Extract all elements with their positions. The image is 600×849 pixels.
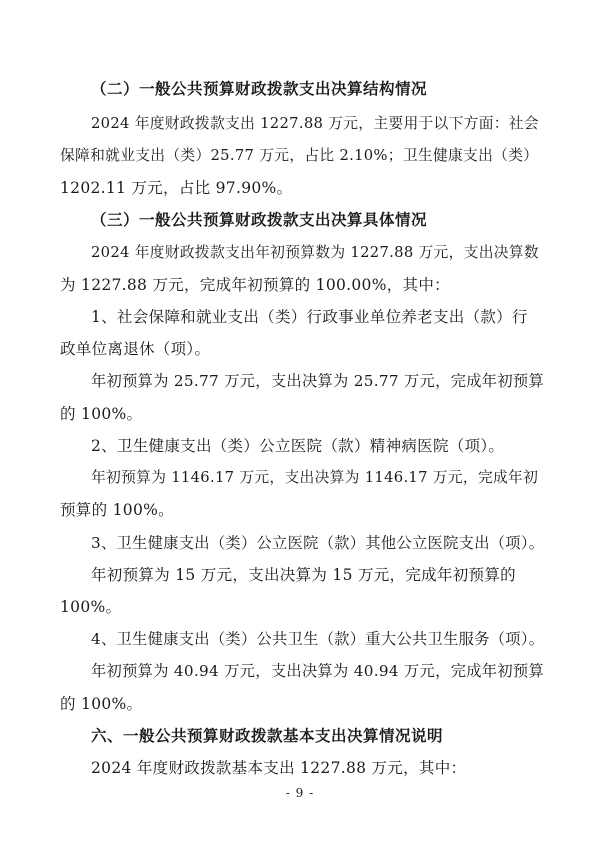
paragraph-line: 年初预算为 1146.17 万元，支出决算为 1146.17 万元，完成年初 (91, 469, 539, 486)
section-heading-2: （二）一般公共预算财政拨款支出决算结构情况 (91, 80, 428, 98)
list-item-3: 3、卫生健康支出（类）公立医院（款）其他公立医院支出（项）。 (91, 534, 545, 552)
paragraph-line: 年初预算为 15 万元，支出决算为 15 万元，完成年初预算的 (91, 566, 516, 584)
section-heading-3: （三）一般公共预算财政拨款支出决算具体情况 (91, 211, 428, 229)
paragraph-line: 保障和就业支出（类）25.77 万元，占比 2.10%；卫生健康支出（类） (60, 147, 539, 164)
list-item-1: 1、社会保障和就业支出（类）行政事业单位养老支出（款）行 (91, 308, 528, 326)
paragraph-line: 的 100%。 (60, 405, 143, 423)
paragraph-line: 年初预算为 40.94 万元，支出决算为 40.94 万元，完成年初预算 (91, 662, 545, 680)
paragraph-line: 为 1227.88 万元，完成年初预算的 100.00%，其中： (60, 276, 450, 294)
page-number: - 9 - (285, 786, 315, 800)
paragraph-line: 100%。 (60, 598, 122, 616)
paragraph-line: 的 100%。 (60, 695, 143, 713)
section-heading-6: 六、一般公共预算财政拨款基本支出决算情况说明 (91, 727, 444, 745)
list-item-1-cont: 政单位离退休（项）。 (60, 340, 211, 358)
paragraph-line: 2024 年度财政拨款支出年初预算数为 1227.88 万元，支出决算数 (91, 244, 539, 261)
paragraph-line: 2024 年度财政拨款基本支出 1227.88 万元，其中： (91, 759, 467, 777)
paragraph-line: 1202.11 万元，占比 97.90%。 (60, 179, 293, 197)
paragraph-line: 年初预算为 25.77 万元，支出决算为 25.77 万元，完成年初预算 (91, 372, 545, 390)
paragraph-line: 2024 年度财政拨款支出 1227.88 万元，主要用于以下方面：社会 (91, 115, 539, 132)
paragraph-line: 预算的 100%。 (60, 501, 174, 519)
list-item-4: 4、卫生健康支出（类）公共卫生（款）重大公共卫生服务（项）。 (91, 630, 545, 648)
list-item-2: 2、卫生健康支出（类）公立医院（款）精神病医院（项）。 (91, 437, 505, 455)
